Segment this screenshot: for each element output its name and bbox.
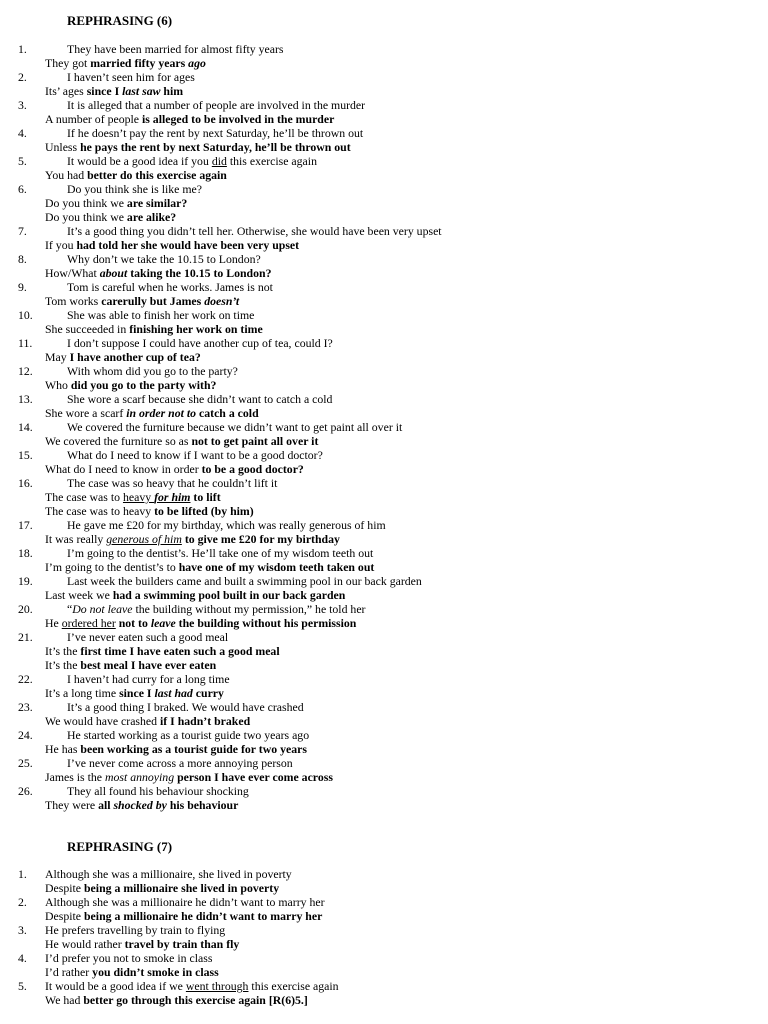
text-run: are alike? xyxy=(126,210,177,224)
exercise-item xyxy=(0,574,768,602)
text-run: catch a cold xyxy=(196,406,259,420)
rephrased-sentence xyxy=(45,714,250,728)
text-run: He would rather xyxy=(45,937,125,951)
item-number: 1. xyxy=(18,867,27,881)
item-number: 20. xyxy=(18,602,33,616)
exercise-item xyxy=(0,979,768,1007)
text-run: Although she was a millionaire he didn’t want to marry her xyxy=(45,895,325,909)
text-run: She wore a scarf because she didn’t want to catch a cold xyxy=(67,392,333,406)
text-run: being a millionaire she lived in poverty xyxy=(84,881,280,895)
text-run: Although she was a millionaire, she lived in poverty xyxy=(45,867,292,881)
text-run: They all found his behaviour shocking xyxy=(67,784,249,798)
rephrased-sentence xyxy=(45,294,239,308)
text-run: since I xyxy=(86,84,123,98)
exercise-item xyxy=(0,308,768,336)
rephrased-sentence xyxy=(45,490,221,504)
item-number: 17. xyxy=(18,518,33,532)
item-number: 2. xyxy=(18,895,27,909)
rephrased-sentence xyxy=(45,238,299,252)
rephrased-sentence xyxy=(45,56,206,70)
text-run: I’d rather xyxy=(45,965,93,979)
text-run: Who xyxy=(45,378,71,392)
text-run: With whom did you go to the party? xyxy=(67,364,238,378)
rephrased-sentence xyxy=(45,616,356,630)
section-7-heading: REPHRASING (7) xyxy=(67,839,173,854)
text-run: I’m going to the dentist’s. He’ll take one of my wisdom teeth out xyxy=(67,546,374,560)
rephrased-sentence xyxy=(45,140,351,154)
original-sentence xyxy=(67,280,273,294)
exercise-item xyxy=(0,42,768,70)
text-run: He has xyxy=(45,742,81,756)
text-run: about xyxy=(99,266,128,280)
text-run: He prefers travelling by train to flying xyxy=(45,923,226,937)
rephrased-sentence xyxy=(45,937,239,951)
text-run: leave xyxy=(150,616,176,630)
text-run: best meal I have ever eaten xyxy=(80,658,217,672)
text-run: being a millionaire he didn’t want to marry her xyxy=(84,909,323,923)
item-number: 8. xyxy=(18,252,27,266)
rephrased-sentence xyxy=(45,658,216,672)
item-number: 26. xyxy=(18,784,33,798)
original-sentence xyxy=(45,951,212,965)
text-run: It is alleged that a number of people are involved in the murder xyxy=(67,98,366,112)
item-number: 16. xyxy=(18,476,33,490)
exercise-item xyxy=(0,672,768,700)
text-run: better do this exercise again xyxy=(87,168,227,182)
rephrased-sentence xyxy=(45,378,216,392)
item-number: 12. xyxy=(18,364,33,378)
text-run: She succeeded in xyxy=(45,322,130,336)
item-number: 7. xyxy=(18,224,27,238)
original-sentence xyxy=(45,979,339,993)
rephrased-sentence xyxy=(45,770,333,784)
text-run: The case was to heavy xyxy=(45,504,155,518)
text-run: ago xyxy=(188,56,206,70)
text-run: Last week we xyxy=(45,588,113,602)
exercise-item xyxy=(0,895,768,923)
original-sentence xyxy=(67,98,365,112)
exercise-item xyxy=(0,756,768,784)
text-run: to be a good doctor? xyxy=(201,462,304,476)
rephrased-sentence xyxy=(45,881,279,895)
item-number: 9. xyxy=(18,280,27,294)
text-run: finishing her work on time xyxy=(129,322,263,336)
text-run: They were xyxy=(45,798,99,812)
original-sentence xyxy=(67,70,195,84)
text-run: generous of him xyxy=(106,532,182,546)
rephrased-sentence xyxy=(45,406,259,420)
exercise-item xyxy=(0,700,768,728)
text-run: We would have crashed xyxy=(45,714,161,728)
rephrased-sentence xyxy=(45,686,224,700)
item-number: 10. xyxy=(18,308,33,322)
original-sentence xyxy=(45,867,292,881)
text-run: It’s a long time xyxy=(45,686,120,700)
text-run: I’ve never come across a more annoying person xyxy=(67,756,293,770)
text-run: Last week the builders came and built a swimming pool in our back garden xyxy=(67,574,422,588)
text-run: The case was so heavy that he couldn’t lift it xyxy=(67,476,278,490)
text-run: married fifty years xyxy=(90,56,189,70)
text-run: “ xyxy=(67,602,73,616)
item-number: 4. xyxy=(18,126,27,140)
text-run: curry xyxy=(192,686,224,700)
text-run: taking the 10.15 to London? xyxy=(127,266,272,280)
item-number: 2. xyxy=(18,70,27,84)
text-run: to lift xyxy=(190,490,221,504)
rephrased-sentence xyxy=(45,84,183,98)
text-run: first time I have eaten such a good meal xyxy=(80,644,280,658)
text-run: did you go to the party with? xyxy=(70,378,217,392)
text-run: better go through this exercise again [R(6)5.] xyxy=(83,993,308,1007)
exercise-item xyxy=(0,336,768,364)
text-run: It’s a good thing you didn’t tell her. Otherwise, she would have been very upset xyxy=(67,224,442,238)
text-run: not to xyxy=(118,616,151,630)
rephrased-sentence xyxy=(45,742,307,756)
text-run: Do you think we xyxy=(45,196,127,210)
section-6-heading: REPHRASING (6) xyxy=(67,13,173,28)
text-run: How/What xyxy=(45,266,100,280)
item-number: 13. xyxy=(18,392,33,406)
original-sentence xyxy=(67,224,442,238)
exercise-item xyxy=(0,364,768,392)
rephrased-sentence xyxy=(45,434,318,448)
exercise-item xyxy=(0,784,768,812)
text-run: Despite xyxy=(45,909,84,923)
exercise-item xyxy=(0,951,768,979)
exercise-item xyxy=(0,867,768,895)
exercise-item xyxy=(0,182,768,224)
original-sentence xyxy=(67,546,373,560)
item-number: 15. xyxy=(18,448,33,462)
text-run: The case was to xyxy=(45,490,123,504)
item-number: 3. xyxy=(18,98,27,112)
exercise-item xyxy=(0,420,768,448)
item-number: 4. xyxy=(18,951,27,965)
text-run: all xyxy=(98,798,114,812)
text-run: this exercise again xyxy=(226,154,317,168)
original-sentence xyxy=(67,154,317,168)
original-sentence xyxy=(67,420,402,434)
rephrased-sentence xyxy=(45,350,201,364)
text-run: ordered her xyxy=(61,616,116,630)
text-run: It would be a good idea if you xyxy=(67,154,212,168)
text-run: She wore a scarf xyxy=(45,406,127,420)
text-run: he pays the rent by next Saturday, he’ll be thrown out xyxy=(80,140,351,154)
original-sentence xyxy=(67,574,422,588)
text-run: most annoying xyxy=(104,770,175,784)
text-run: Why don’t we take the 10.15 to London? xyxy=(67,252,261,266)
item-number: 19. xyxy=(18,574,33,588)
original-sentence xyxy=(67,42,284,56)
exercise-item xyxy=(0,280,768,308)
text-run: last saw xyxy=(122,84,161,98)
text-run: He xyxy=(45,616,62,630)
text-run: We had xyxy=(45,993,84,1007)
rephrased-sentence xyxy=(45,266,271,280)
text-run: last had xyxy=(154,686,193,700)
text-run: person I have ever come across xyxy=(177,770,333,784)
original-sentence xyxy=(67,308,254,322)
exercise-item xyxy=(0,126,768,154)
rephrased-sentence xyxy=(45,462,304,476)
original-sentence xyxy=(67,602,366,616)
text-run: not to get paint all over it xyxy=(191,434,319,448)
item-number: 11. xyxy=(18,336,33,350)
item-number: 22. xyxy=(18,672,33,686)
rephrased-sentence xyxy=(45,322,263,336)
text-run: You had xyxy=(45,168,88,182)
text-run: We covered the furniture because we didn’t want to get paint all over it xyxy=(67,420,403,434)
text-run: I don’t suppose I could have another cup of tea, could I? xyxy=(67,336,333,350)
text-run: What do I need to know in order xyxy=(45,462,202,476)
exercise-item xyxy=(0,154,768,182)
original-sentence xyxy=(67,252,261,266)
rephrased-sentence xyxy=(45,112,334,126)
exercise-item xyxy=(0,546,768,574)
rephrased-sentence xyxy=(45,798,238,812)
text-run: carerully but James xyxy=(101,294,205,308)
text-run: had a swimming pool built in our back garden xyxy=(112,588,346,602)
text-run: been working as a tourist guide for two years xyxy=(80,742,307,756)
text-run: I haven’t had curry for a long time xyxy=(67,672,230,686)
text-run: We covered the furniture so as xyxy=(45,434,192,448)
original-sentence xyxy=(67,476,277,490)
text-run: Tom works xyxy=(45,294,102,308)
text-run: if I hadn’t braked xyxy=(160,714,251,728)
item-number: 21. xyxy=(18,630,33,644)
exercise-item xyxy=(0,224,768,252)
item-number: 24. xyxy=(18,728,33,742)
text-run: Its’ ages xyxy=(45,84,87,98)
exercise-item xyxy=(0,728,768,756)
text-run: It would be a good idea if we xyxy=(45,979,186,993)
text-run: If he doesn’t pay the rent by next Saturday, he’ll be thrown out xyxy=(67,126,364,140)
text-run: They got xyxy=(45,56,91,70)
text-run: Unless xyxy=(45,140,81,154)
original-sentence xyxy=(45,895,325,909)
original-sentence xyxy=(67,784,249,798)
original-sentence xyxy=(67,448,323,462)
original-sentence xyxy=(67,672,230,686)
text-run: It was really xyxy=(45,532,107,546)
text-run: went through xyxy=(185,979,249,993)
item-number: 25. xyxy=(18,756,33,770)
text-run: Despite xyxy=(45,881,84,895)
text-run: for him xyxy=(154,490,191,504)
exercise-item xyxy=(0,98,768,126)
text-run: I’d prefer you not to smoke in class xyxy=(45,951,213,965)
text-run: had told her she would have been very upset xyxy=(76,238,300,252)
text-run: Do you think she is like me? xyxy=(67,182,202,196)
text-run: May xyxy=(45,350,70,364)
exercise-item xyxy=(0,70,768,98)
text-run: have one of my wisdom teeth taken out xyxy=(178,560,375,574)
rephrased-sentence xyxy=(45,644,280,658)
rephrased-sentence xyxy=(45,560,374,574)
text-run: to be lifted (by him) xyxy=(154,504,254,518)
text-run: this exercise again xyxy=(248,979,339,993)
text-run: He started working as a tourist guide two years ago xyxy=(67,728,310,742)
text-run: James is the xyxy=(45,770,105,784)
original-sentence xyxy=(67,756,293,770)
exercise-item xyxy=(0,476,768,518)
text-run: They have been married for almost fifty years xyxy=(67,42,284,56)
text-run: did xyxy=(211,154,227,168)
item-number: 3. xyxy=(18,923,27,937)
item-number: 5. xyxy=(18,154,27,168)
text-run: since I xyxy=(119,686,155,700)
original-sentence xyxy=(67,630,228,644)
original-sentence xyxy=(67,126,363,140)
text-run: him xyxy=(160,84,184,98)
exercise-item xyxy=(0,630,768,672)
text-run: shocked by xyxy=(113,798,167,812)
text-run: the building without my permission,” he told her xyxy=(132,602,366,616)
item-number: 18. xyxy=(18,546,33,560)
text-run: If you xyxy=(45,238,77,252)
original-sentence xyxy=(45,923,225,937)
rephrased-sentence xyxy=(45,532,340,546)
text-run: I’m going to the dentist’s to xyxy=(45,560,179,574)
rephrased-sentence xyxy=(45,588,345,602)
exercise-item xyxy=(0,392,768,420)
text-run: I haven’t seen him for ages xyxy=(67,70,195,84)
original-sentence xyxy=(67,336,333,350)
text-run: to give me £20 for my birthday xyxy=(184,532,340,546)
exercise-item xyxy=(0,518,768,546)
rephrased-sentence xyxy=(45,993,308,1007)
exercise-item xyxy=(0,448,768,476)
rephrased-sentence xyxy=(45,196,187,210)
rephrased-sentence xyxy=(45,909,322,923)
original-sentence xyxy=(67,700,304,714)
text-run: you didn’t smoke in class xyxy=(92,965,219,979)
item-number: 5. xyxy=(18,979,27,993)
text-run: travel by train than fly xyxy=(124,937,240,951)
text-run: I’ve never eaten such a good meal xyxy=(67,630,229,644)
text-run: doesn’t xyxy=(204,294,240,308)
rephrased-sentence xyxy=(45,504,254,518)
original-sentence xyxy=(67,728,309,742)
item-number: 1. xyxy=(18,42,27,56)
original-sentence xyxy=(67,182,202,196)
text-run: What do I need to know if I want to be a good doctor? xyxy=(67,448,323,462)
text-run: I have another cup of tea? xyxy=(69,350,201,364)
text-run: She was able to finish her work on time xyxy=(67,308,255,322)
item-number: 6. xyxy=(18,182,27,196)
item-number: 14. xyxy=(18,420,33,434)
text-run: in order not to xyxy=(126,406,197,420)
rephrased-sentence xyxy=(45,168,227,182)
rephrased-sentence xyxy=(45,210,176,224)
item-number: 23. xyxy=(18,700,33,714)
original-sentence xyxy=(67,518,386,532)
text-run: Do not leave xyxy=(72,602,133,616)
exercise-item xyxy=(0,602,768,630)
text-run: It’s the xyxy=(45,658,81,672)
original-sentence xyxy=(67,364,238,378)
text-run: Tom is careful when he works. James is not xyxy=(67,280,273,294)
text-run: are similar? xyxy=(126,196,188,210)
text-run: It’s a good thing I braked. We would have crashed xyxy=(67,700,304,714)
text-run: his behaviour xyxy=(166,798,239,812)
text-run: the building without his permission xyxy=(175,616,357,630)
original-sentence xyxy=(67,392,332,406)
exercise-item xyxy=(0,923,768,951)
rephrased-sentence xyxy=(45,965,219,979)
text-run: It’s the xyxy=(45,644,81,658)
text-run: is alleged to be involved in the murder xyxy=(141,112,335,126)
text-run: He gave me £20 for my birthday, which was really generous of him xyxy=(67,518,386,532)
text-run: A number of people xyxy=(45,112,142,126)
exercise-item xyxy=(0,252,768,280)
text-run: Do you think we xyxy=(45,210,127,224)
text-run: heavy xyxy=(122,490,155,504)
